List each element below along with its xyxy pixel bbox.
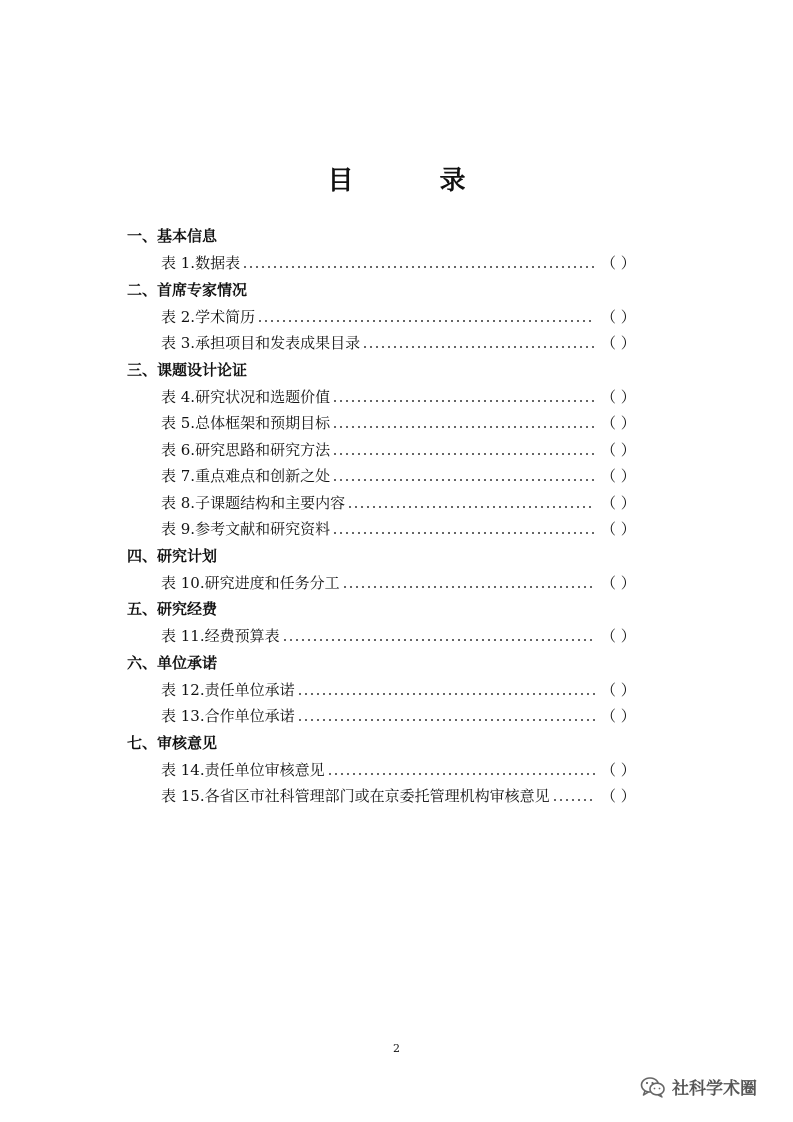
toc-page-ref: （ ）: [601, 414, 636, 432]
toc-page-ref: （ ）: [601, 254, 636, 272]
toc-entry-label: 表 15.各省区市社科管理部门或在京委托管理机构审核意见: [161, 787, 550, 805]
dot-leader: [332, 400, 595, 402]
toc-entry: [127, 490, 636, 517]
dot-leader: [257, 320, 595, 322]
toc-entry: [127, 384, 636, 411]
dot-leader: [282, 639, 595, 641]
toc-page-ref: （ ）: [601, 573, 636, 592]
toc-entry-label: 表 6.研究思路和研究方法: [161, 440, 331, 459]
toc-entry: [127, 570, 636, 597]
dot-leader: [347, 506, 595, 508]
toc-entry: [127, 783, 636, 810]
dot-leader: [297, 693, 595, 695]
toc-page-ref: （ ）: [601, 440, 636, 459]
toc-entry: [127, 703, 636, 730]
toc-page-ref: （ ）: [601, 334, 636, 352]
dot-leader: [342, 586, 595, 588]
toc-entry-label: 表 5.总体框架和预期目标: [161, 414, 331, 432]
dot-leader: [362, 346, 595, 348]
toc-page-ref: （ ）: [601, 787, 636, 805]
toc-section-heading: 七、审核意见: [127, 733, 218, 752]
toc-section-heading: 六、单位承诺: [127, 653, 218, 672]
page-number: 2: [393, 1042, 400, 1055]
toc-section-heading: 三、课题设计论证: [127, 360, 248, 379]
toc-entry: [127, 410, 636, 437]
toc-entry-label: 表 8.子课题结构和主要内容: [161, 493, 346, 512]
dot-leader: [327, 773, 595, 775]
toc-entry: [127, 516, 636, 543]
wechat-icon: [640, 1076, 666, 1098]
toc-page-ref: （ ）: [601, 467, 636, 485]
toc-entry: [127, 250, 636, 277]
watermark: [640, 1074, 757, 1099]
toc-entry-label: 表 9.参考文献和研究资料: [161, 520, 331, 538]
toc-section-heading: 五、研究经费: [127, 600, 218, 618]
table-of-contents: [127, 223, 636, 810]
toc-entry-label: 表 4.研究状况和选题价值: [161, 387, 331, 406]
dot-leader: [297, 719, 595, 721]
dot-leader: [332, 479, 595, 481]
toc-page-ref: （ ）: [601, 760, 636, 779]
dot-leader: [332, 532, 595, 534]
toc-entry-label: 表 3.承担项目和发表成果目录: [161, 334, 361, 352]
toc-entry-label: 表 14.责任单位审核意见: [161, 760, 325, 779]
toc-entry: [127, 623, 636, 650]
dot-leader: [552, 799, 595, 801]
toc-entry-label: 表 11.经费预算表: [161, 627, 280, 645]
toc-page-ref: （ ）: [601, 627, 636, 645]
toc-entry: [127, 463, 636, 490]
toc-entry: [127, 677, 636, 704]
toc-section-heading: 四、研究计划: [127, 546, 218, 565]
toc-section-heading: 二、首席专家情况: [127, 280, 248, 299]
watermark-text: 社科学术圈: [672, 1079, 757, 1099]
toc-entry: [127, 757, 636, 784]
toc-section-heading: 一、基本信息: [127, 227, 218, 245]
toc-page-ref: （ ）: [601, 493, 636, 512]
toc-page-ref: （ ）: [601, 387, 636, 406]
toc-page-ref: （ ）: [601, 307, 636, 326]
toc-entry-label: 表 13.合作单位承诺: [161, 707, 295, 725]
dot-leader: [332, 426, 595, 428]
toc-entry-label: 表 12.责任单位承诺: [161, 680, 295, 699]
toc-entry-label: 表 7.重点难点和创新之处: [161, 467, 331, 485]
toc-page-ref: （ ）: [601, 680, 636, 699]
page-title: 目 录: [327, 166, 496, 196]
toc-page-ref: （ ）: [601, 520, 636, 538]
dot-leader: [332, 453, 595, 455]
toc-entry-label: 表 10.研究进度和任务分工: [161, 573, 340, 592]
toc-entry: [127, 330, 636, 357]
toc-entry: [127, 437, 636, 464]
toc-entry-label: 表 1.数据表: [161, 254, 241, 272]
toc-page-ref: （ ）: [601, 707, 636, 725]
toc-entry-label: 表 2.学术简历: [161, 307, 256, 326]
dot-leader: [242, 266, 595, 268]
toc-entry: [127, 304, 636, 331]
